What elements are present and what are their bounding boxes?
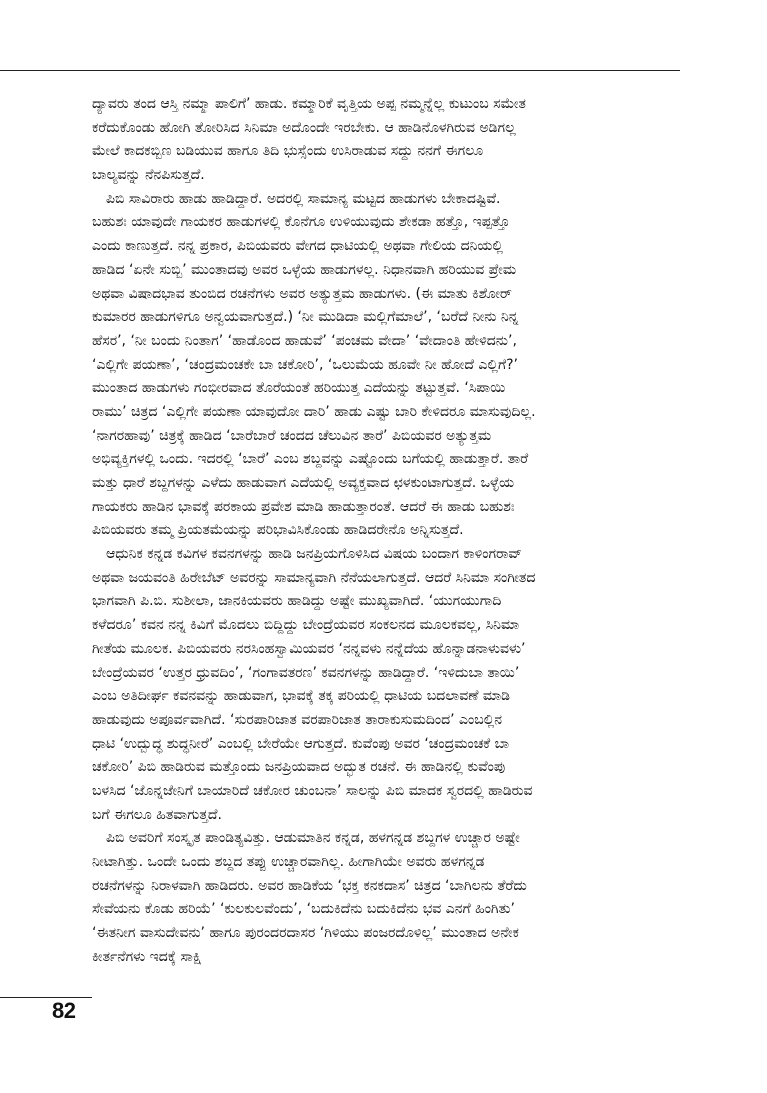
text-line: ಚಕೋರಿ’ ಪಿಬಿ ಹಾಡಿರುವ ಮತ್ತೊಂದು ಜನಪ್ರಿಯವಾದ ಅದ್ಭುತ ರಚನೆ. ಈ ಹಾಡಿನಲ್ಲಿ ಕುವೆಂಪು [92,759,506,776]
body-text [92,93,682,969]
text-line: ಹಾಡಿದ ‘ಏನೇ ಸುಬ್ಬಿ’ ಮುಂತಾದವು ಅವರ ಒಳ್ಳೆಯ ಹಾಡುಗಳಲ್ಲ. ನಿಧಾನವಾಗಿ ಹರಿಯುವ ಪ್ರೇಮ [92,261,517,278]
text-line: ಬೇಂದ್ರೆಯವರ ‘ಉತ್ತರ ಧ್ರುವದಿಂ’, ‘ಗಂಗಾವತರಣ’ ಕವನಗಳನ್ನು ಹಾಡಿದ್ದಾರೆ. ‘ಇಳಿದುಬಾ ತಾಯಿ’ [92,664,520,681]
text-line: ಭಾಗವಾಗಿ ಪಿ.ಬಿ. ಸುಶೀಲಾ, ಜಾನಕಿಯವರು ಹಾಡಿದ್ದು ಅಷ್ಟೇ ಮುಖ್ಯವಾಗಿದೆ. ‘ಯುಗಯುಗಾದಿ [92,593,502,610]
text-line: ಅಥವಾ ವಿಷಾದಭಾವ ತುಂಬಿದ ರಚನೆಗಳು ಅವರ ಅತ್ಯುತ್ತಮ ಹಾಡುಗಳು. (ಈ ಮಾತು ಕಿಶೋರ್ [92,285,512,302]
text-line: ಕರೆದುಕೊಂಡು ಹೋಗಿ ತೋರಿಸಿದ ಸಿನಿಮಾ ಅದೊಂದೇ ಇರಬೇಕು. ಆ ಹಾಡಿನೊಳಗಿರುವ ಅಡಿಗಲ್ಲ [92,119,516,136]
text-line: ಪಿಬಿ ಅವರಿಗೆ ಸಂಸ್ಕೃತ ಪಾಂಡಿತ್ಯವಿತ್ತು. ಆಡುಮಾತಿನ ಕನ್ನಡ, ಹಳಗನ್ನಡ ಶಬ್ದಗಳ ಉಚ್ಚಾರ ಅಷ್ಟೇ [106,830,520,847]
text-line: ‘ಎಲ್ಲಿಗೇ ಪಯಣಾ’, ‘ಚಂದ್ರಮಂಚಕೇ ಬಾ ಚಕೋರಿ’, ‘ಒಲುಮೆಯ ಹೂವೇ ನೀ ಹೋದೆ ಎಲ್ಲಿಗೆ?’ [92,356,518,373]
paragraph [92,543,682,827]
text-line: ನೀಟಾಗಿತ್ತು. ಒಂದೇ ಒಂದು ಶಬ್ದದ ತಪ್ಪು ಉಚ್ಚಾರವಾಗಿಲ್ಲ. ಹೀಗಾಗಿಯೇ ಅವರು ಹಳಗನ್ನಡ [92,854,485,870]
text-line: ಮತ್ತು ಧಾರೆ ಶಬ್ದಗಳನ್ನು ಎಳೆದು ಹಾಡುವಾಗ ಎದೆಯಲ್ಲಿ ಅವ್ಯಕ್ತವಾದ ಛಳಕುಂಟಾಗುತ್ತದೆ. ಒಳ್ಳೆಯ [92,475,515,491]
text-line: ‘ನಾಗರಹಾವು’ ಚಿತ್ರಕ್ಕೆ ಹಾಡಿದ ‘ಬಾರೆಬಾರೆ ಚಂದದ ಚೆಲುವಿನ ತಾರೆ’ ಪಿಬಿಯವರ ಅತ್ಯುತ್ತಮ [92,427,492,444]
text-line: ರಾಮು’ ಚಿತ್ರದ ‘ಎಲ್ಲಿಗೇ ಪಯಣಾ ಯಾವುದೋ ದಾರಿ’ ಹಾಡು ಎಷ್ಟು ಬಾರಿ ಕೇಳಿದರೂ ಮಾಸುವುದಿಲ್ಲ. [92,403,536,420]
text-line: ಮೇಲೆ ಕಾದಕಬ್ಬಿಣ ಬಡಿಯುವ ಹಾಗೂ ತಿದಿ ಭುಸ್ಸೆಂದು ಉಸಿರಾಡುವ ಸದ್ದು ನನಗೆ ಈಗಲೂ [92,143,484,160]
text-line: ಅಥವಾ ಜಯವಂತಿ ಹಿರೇಬೆಟ್ ಅವರನ್ನು ಸಾಮಾನ್ಯವಾಗಿ ನೆನೆಯಲಾಗುತ್ತದೆ. ಆದರೆ ಸಿನಿಮಾ ಸಂಗೀತದ [92,569,536,586]
text-line: ಆಧುನಿಕ ಕನ್ನಡ ಕವಿಗಳ ಕವನಗಳನ್ನು ಹಾಡಿ ಜನಪ್ರಿಯಗೊಳಿಸಿದ ವಿಷಯ ಬಂದಾಗ ಕಾಳಿಂಗರಾವ್ [106,546,522,563]
page-number: 82 [52,998,76,1023]
paragraph [92,188,682,543]
text-line: ಬಹುಶಃ ಯಾವುದೇ ಗಾಯಕರ ಹಾಡುಗಳಲ್ಲಿ ಕೊನೆಗೂ ಉಳಿಯುವುದು ಶೇಕಡಾ ಹತ್ತೊ, ಇಪ್ಪತ್ತೊ [92,214,510,231]
text-line: ಕಳೆದರೂ’ ಕವನ ನನ್ನ ಕಿವಿಗೆ ಮೊದಲು ಬಿದ್ದಿದ್ದು ಬೇಂದ್ರೆಯವರ ಸಂಕಲನದ ಮೂಲಕವಲ್ಲ, ಸಿನಿಮಾ [92,617,520,634]
text-line: ರಚನೆಗಳನ್ನು ನಿರಾಳವಾಗಿ ಹಾಡಿದರು. ಅವರ ಹಾಡಿಕೆಯ ‘ಭಕ್ತ ಕನಕದಾಸ’ ಚಿತ್ರದ ‘ಬಾಗಿಲನು ತೆರೆದು [92,877,527,894]
text-line: ಎಂಬ ಅತಿದೀರ್ಘ ಕವನವನ್ನು ಹಾಡುವಾಗ, ಭಾವಕ್ಕೆ ತಕ್ಕ ಪರಿಯಲ್ಲಿ ಧಾಟಿಯ ಬದಲಾವಣೆ ಮಾಡಿ [92,688,510,705]
text-line: ಗಾಯಕರು ಹಾಡಿನ ಭಾವಕ್ಕೆ ಪರಕಾಯ ಪ್ರವೇಶ ಮಾಡಿ ಹಾಡುತ್ತಾರಂತೆ. ಆದರೆ ಈ ಹಾಡು ಬಹುಶಃ [92,498,515,515]
text-line: ಹಾಡುವುದು ಅಪೂರ್ವವಾಗಿದೆ. ‘ಸುರಪಾರಿಜಾತ ವರಪಾರಿಜಾತ ತಾರಾಕುಸುಮದಿಂದ’ ಎಂಬಲ್ಲಿನ [92,711,503,728]
text-line: ಕುಮಾರರ ಹಾಡುಗಳಿಗೂ ಅನ್ವಯವಾಗುತ್ತದೆ.) ‘ನೀ ಮುಡಿದಾ ಮಲ್ಲಿಗೆಮಾಲೆ’, ‘ಬರೆದೆ ನೀನು ನಿನ್ನ [92,309,519,326]
paragraph [92,93,682,188]
text-line: ಹೆಸರ’, ‘ನೀ ಬಂದು ನಿಂತಾಗ’ ‘ಹಾಡೊಂದ ಹಾಡುವೆ’ ‘ಪಂಚಮ ವೇದಾ’ ‘ವೇದಾಂತಿ ಹೇಳಿದನು’, [92,332,517,349]
text-line: ಧಾಟಿ ‘ಉದ್ಬುದ್ಧ ಶುದ್ಧನೀರೆ’ ಎಂಬಲ್ಲಿ ಬೇರೆಯೇ ಆಗುತ್ತದೆ. ಕುವೆಂಪು ಅವರ ‘ಚಂದ್ರಮಂಚಕೆ ಬಾ [92,735,510,752]
text-line: ಕೀರ್ತನೆಗಳು ಇದಕ್ಕೆ ಸಾಕ್ಷಿ [92,948,202,965]
text-line: ಪಿಬಿಯವರು ತಮ್ಮ ಪ್ರಿಯತಮೆಯನ್ನು ಪರಿಭಾವಿಸಿಕೊಂಡು ಹಾಡಿದರೇನೊ ಅನ್ನಿಸುತ್ತದೆ. [92,522,464,539]
footer-rule [0,997,92,998]
text-line: ಪಿಬಿ ಸಾವಿರಾರು ಹಾಡು ಹಾಡಿದ್ದಾರೆ. ಅದರಲ್ಲಿ ಸಾಮಾನ್ಯ ಮಟ್ಟದ ಹಾಡುಗಳು ಬೇಕಾದಷ್ಟಿವೆ. [106,190,501,207]
text-line: ಅಭಿವ್ಯಕ್ತಿಗಳಲ್ಲಿ ಒಂದು. ಇದರಲ್ಲಿ ‘ಬಾರೆ’ ಎಂಬ ಶಬ್ದವನ್ನು ಎಷ್ಟೊಂದು ಬಗೆಯಲ್ಲಿ ಹಾಡುತ್ತಾರೆ. ತಾರೆ [92,451,529,468]
header-rule [0,70,680,71]
text-line: ‘ಈತನೀಗ ವಾಸುದೇವನು’ ಹಾಗೂ ಪುರಂದರದಾಸರ ‘ಗಿಳಿಯು ಪಂಜರದೊಳಿಲ್ಲ’ ಮುಂತಾದ ಅನೇಕ [92,925,519,942]
text-line: ಬಾಲ್ಯವನ್ನು ನೆನಪಿಸುತ್ತದೆ. [92,167,205,184]
text-line: ಬಳಸಿದ ‘ಜೊನ್ನಜೇನಿಗೆ ಬಾಯಾರಿದೆ ಚಕೋರ ಚುಂಬನಾ’ ಸಾಲನ್ನು ಪಿಬಿ ಮಾದಕ ಸ್ವರದಲ್ಲಿ ಹಾಡಿರುವ [92,782,533,799]
text-line: ದ್ಯಾವರು ತಂದ ಆಸ್ತಿ ನಮ್ಮಾ ಪಾಲಿಗೆ’ ಹಾಡು. ಕಮ್ಮಾರಿಕೆ ವೃತ್ತಿಯ ಅಪ್ಪ ನಮ್ಮನ್ನೆಲ್ಲ ಕುಟುಂಬ ಸಮೇತ [92,96,526,112]
text-line: ಗೀತೆಯ ಮೂಲಕ. ಪಿಬಿಯವರು ನರಸಿಂಹಸ್ವಾಮಿಯವರ ‘ನನ್ನವಳು ನನ್ನೆದೆಯ ಹೊನ್ನಾಡನಾಳುವಳು’ [92,640,526,657]
text-line: ಬಗೆ ಈಗಲೂ ಹಿತವಾಗುತ್ತದೆ. [92,806,222,823]
text-line: ಮುಂತಾದ ಹಾಡುಗಳು ಗಂಭೀರವಾದ ತೊರೆಯಂತೆ ಹರಿಯುತ್ತ ಎದೆಯನ್ನು ತಟ್ಟುತ್ತವೆ. ‘ಸಿಪಾಯಿ [92,380,506,397]
paragraph [92,827,682,969]
text-line: ಸೇವೆಯನು ಕೊಡು ಹರಿಯೆ’ ‘ಕುಲಕುಲವೆಂದು’, ‘ಬದುಕಿದೆನು ಬದುಕಿದೆನು ಭವ ಎನಗೆ ಹಿಂಗಿತು’ [92,901,515,918]
text-line: ಎಂದು ಕಾಣುತ್ತದೆ. ನನ್ನ ಪ್ರಕಾರ, ಪಿಬಿಯವರು ವೇಗದ ಧಾಟಿಯಲ್ಲಿ ಅಥವಾ ಗೇಲಿಯ ದನಿಯಲ್ಲಿ [92,238,503,255]
